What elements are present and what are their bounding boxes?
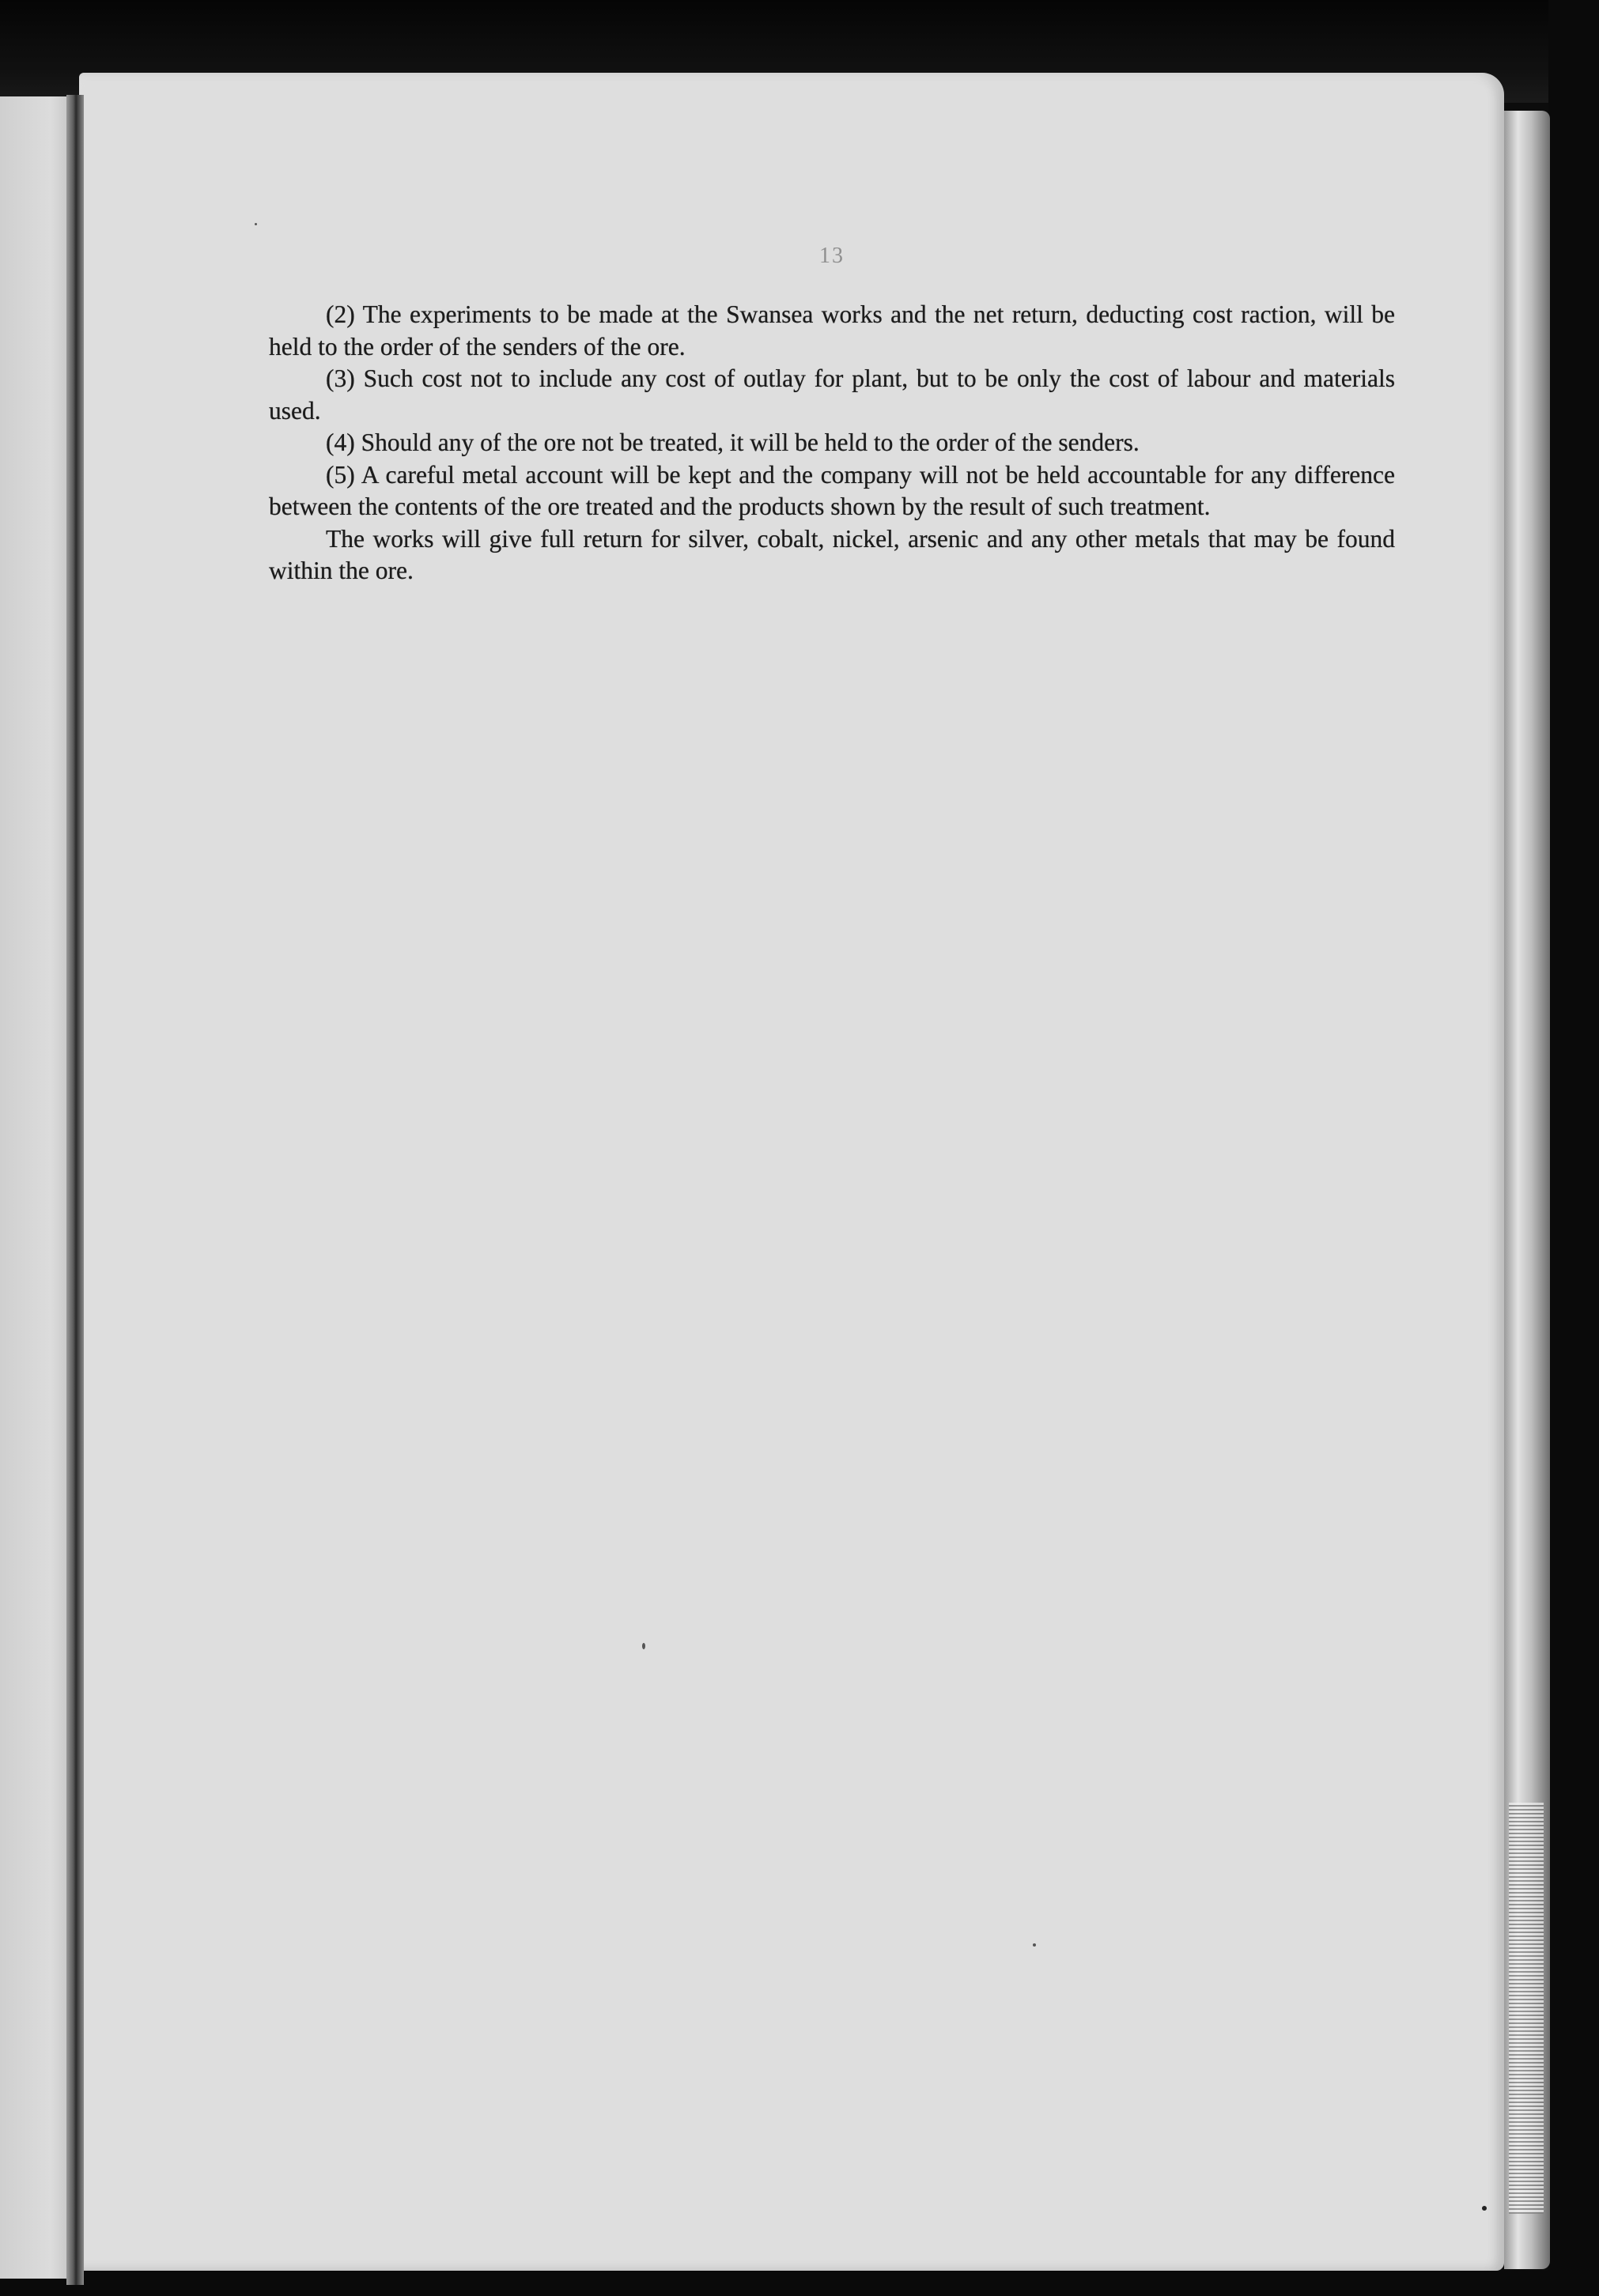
paragraph-closing	[269, 523, 1395, 587]
dust-speck	[642, 1643, 645, 1649]
page-stack-stripes	[1509, 1803, 1544, 2214]
scanner-bed-right	[1548, 0, 1599, 2296]
dust-speck	[1033, 1943, 1036, 1947]
facing-page-edge	[0, 96, 73, 2279]
paragraph-5	[269, 459, 1395, 523]
paragraph-marker: (4)	[326, 429, 355, 456]
paragraph-2	[269, 299, 1395, 363]
paragraph-text: A careful metal account will be kept and the company will not be held accountable for any difference between the contents of the ore treated and the products shown by the result of such treatment.	[269, 460, 1395, 520]
body-text	[269, 299, 1395, 587]
paragraph-text: Such cost not to include any cost of outlay for plant, but to be only the cost of labour and materials used.	[269, 364, 1395, 425]
dust-speck	[1482, 2206, 1487, 2211]
paragraph-text: Should any of the ore not be treated, it will be held to the order of the senders.	[361, 429, 1140, 456]
paragraph-marker: (3)	[326, 364, 355, 392]
dust-speck	[255, 223, 257, 225]
scanner-bed-bottom	[0, 2271, 1599, 2296]
book-gutter	[66, 95, 84, 2285]
paragraph-4	[269, 427, 1395, 459]
page-number: 13	[819, 244, 845, 268]
paragraph-marker: (2)	[326, 300, 355, 328]
paragraph-3	[269, 363, 1395, 427]
page-stack-edge	[1504, 111, 1550, 2269]
paragraph-text: The works will give full return for silver, cobalt, nickel, arsenic and any other metals that may be found within the ore.	[269, 524, 1395, 584]
paragraph-marker: (5)	[326, 460, 355, 489]
paragraph-text: The experiments to be made at the Swansea works and the net return, deducting cost raction, will be held to the order of the senders of the ore.	[269, 300, 1396, 361]
